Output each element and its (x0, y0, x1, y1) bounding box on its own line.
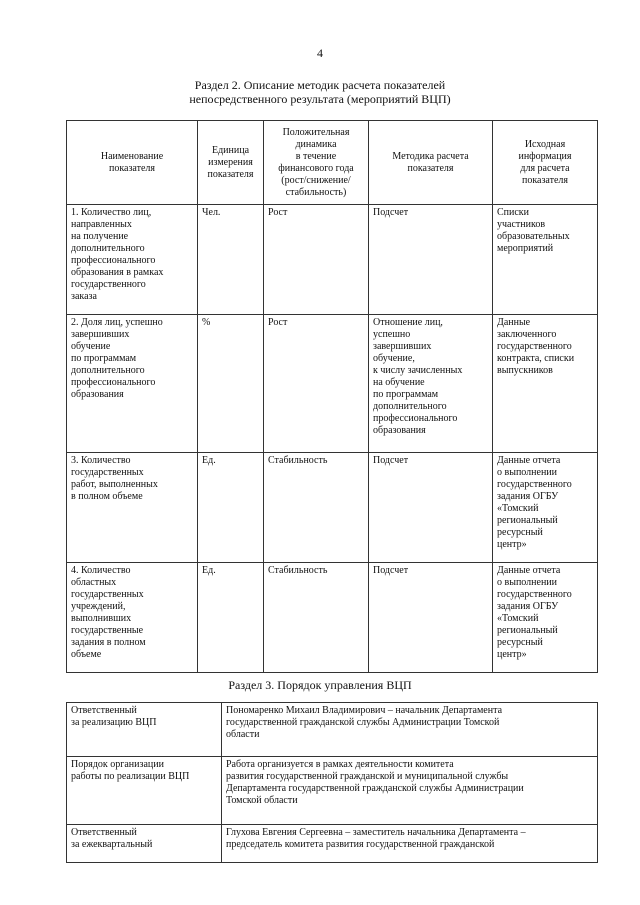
indicator-method: Отношение лиц, успешно завершивших обучение, к числу зачисленных на обучение по программам дополнительного профессионального образования (369, 315, 493, 453)
section-2-title (0, 78, 640, 106)
section-3-title: Раздел 3. Порядок управления ВЦП (228, 678, 412, 692)
column-header-source: Исходная информация для расчета показателя (493, 121, 598, 205)
indicator-source: Данные отчета о выполнении государственного задания ОГБУ «Томский региональный ресурсный центр» (493, 453, 598, 563)
indicator-source: Данные заключенного государственного контракта, списки выпускников (493, 315, 598, 453)
indicator-method: Подсчет (369, 453, 493, 563)
indicator-name: 1. Количество лиц, направленных на получение дополнительного профессионального образования в рамках государственного заказа (67, 205, 198, 315)
management-value: Работа организуется в рамках деятельности комитета развития государственной гражданской и муниципальной службы Департамента государственной гражданской службы Администрации Томской области (222, 757, 598, 825)
indicator-dynamics: Рост (264, 315, 369, 453)
indicator-dynamics: Рост (264, 205, 369, 315)
table-row (67, 703, 598, 757)
indicator-name: 3. Количество государственных работ, выполненных в полном объеме (67, 453, 198, 563)
table-row (67, 825, 598, 863)
column-header-dynamics: Положительная динамика в течение финансового года (рост/снижение/ стабильность) (264, 121, 369, 205)
page-number: 4 (317, 46, 323, 60)
table-row (67, 453, 598, 563)
indicator-unit: % (198, 315, 264, 453)
management-value: Глухова Евгения Сергеевна – заместитель начальника Департамента – председатель комитета развития государственной гражданской (222, 825, 598, 863)
methodology-table (66, 120, 598, 673)
table-row (67, 205, 598, 315)
indicator-unit: Чел. (198, 205, 264, 315)
indicator-unit: Ед. (198, 453, 264, 563)
management-label: Ответственный за реализацию ВЦП (67, 703, 222, 757)
methodology-table-header-row (67, 121, 598, 205)
indicator-method: Подсчет (369, 205, 493, 315)
section-2-title-line-1: Раздел 2. Описание методик расчета показателей (194, 78, 446, 92)
indicator-name: 2. Доля лиц, успешно завершивших обучение по программам дополнительного профессионального образования (67, 315, 198, 453)
indicator-dynamics: Стабильность (264, 563, 369, 673)
indicator-unit: Ед. (198, 563, 264, 673)
management-table (66, 702, 598, 863)
management-label: Порядок организации работы по реализации ВЦП (67, 757, 222, 825)
management-label: Ответственный за ежеквартальный (67, 825, 222, 863)
management-value: Пономаренко Михаил Владимирович – начальник Департамента государственной гражданской службы Администрации Томской области (222, 703, 598, 757)
table-row (67, 563, 598, 673)
column-header-method: Методика расчета показателя (369, 121, 493, 205)
column-header-name: Наименование показателя (67, 121, 198, 205)
indicator-source: Данные отчета о выполнении государственного задания ОГБУ «Томский региональный ресурсный центр» (493, 563, 598, 673)
indicator-dynamics: Стабильность (264, 453, 369, 563)
column-header-unit: Единица измерения показателя (198, 121, 264, 205)
table-row (67, 757, 598, 825)
table-row (67, 315, 598, 453)
indicator-source: Списки участников образовательных мероприятий (493, 205, 598, 315)
indicator-name: 4. Количество областных государственных учреждений, выполнивших государственные задания в полном объеме (67, 563, 198, 673)
indicator-method: Подсчет (369, 563, 493, 673)
section-2-title-line-2: непосредственного результата (мероприятий ВЦП) (189, 92, 451, 106)
